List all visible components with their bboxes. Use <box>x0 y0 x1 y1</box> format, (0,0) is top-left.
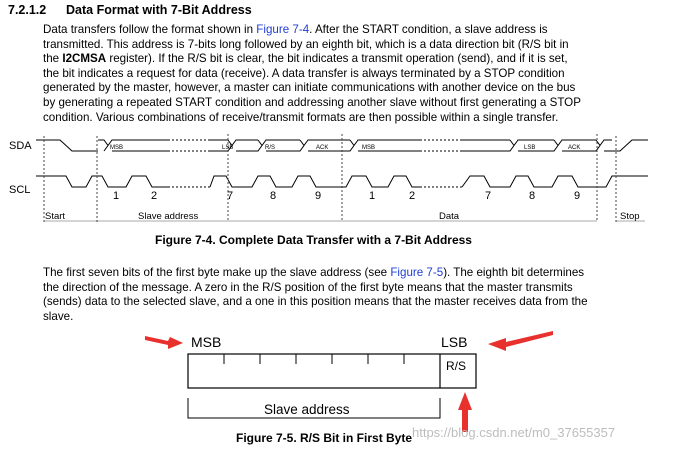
clock-number: 8 <box>529 190 536 202</box>
ack-marker-1: ACK <box>316 145 329 151</box>
clock-number: 9 <box>315 190 322 202</box>
paragraph-1-line: by generating a repeated START condition and addressing another slave without first generating a STOP <box>43 95 581 109</box>
paragraph-2-line: the direction of the message. A zero in the R/S position of the first byte means that the master transmits <box>43 280 573 294</box>
arrow-icon <box>488 331 553 351</box>
slave-address-label: Slave address <box>138 211 199 222</box>
ack-marker-2: ACK <box>568 145 581 151</box>
msb-marker-2: MSB <box>362 145 376 151</box>
watermark: https://blog.csdn.net/m0_37655357 <box>412 425 616 440</box>
sda-label: SDA <box>9 140 32 152</box>
paragraph-1-line: condition. Various combinations of receive/transmit formats are then possible within a single transfer. <box>43 110 559 124</box>
clock-number: 7 <box>227 190 234 202</box>
lsb-marker-1: LSB <box>222 145 234 151</box>
stop-label: Stop <box>620 211 640 222</box>
msb-label: MSB <box>191 334 222 350</box>
paragraph-1-line: Data transfers follow the format shown in Figure 7-4. After the START condition, a slave address is <box>43 23 548 36</box>
start-label: Start <box>45 211 66 222</box>
clock-number: 7 <box>485 190 492 202</box>
clock-number: 2 <box>151 190 158 202</box>
section-number: 7.2.1.2 <box>8 3 47 17</box>
arrow-icon <box>145 336 183 349</box>
section-title: Data Format with 7-Bit Address <box>66 3 252 17</box>
scl-waveform <box>36 176 168 187</box>
data-label: Data <box>439 211 460 222</box>
paragraph-2-line: (sends) data to the selected slave, and a one in this position means that the master receives data from the <box>43 295 588 309</box>
figure-7-4-caption: Figure 7-4. Complete Data Transfer with a 7-Bit Address <box>155 233 472 247</box>
scl-label: SCL <box>9 184 31 196</box>
rs-marker: R/S <box>265 145 276 151</box>
clock-number: 2 <box>409 190 416 202</box>
msb-marker-1: MSB <box>110 145 124 151</box>
figure-7-4-link[interactable]: Figure 7-4 <box>256 23 310 36</box>
figure-7-5-caption: Figure 7-5. R/S Bit in First Byte <box>236 431 413 445</box>
clock-number: 8 <box>270 190 277 202</box>
register-name: I2CMSA <box>62 52 107 66</box>
sda-waveform <box>36 140 168 151</box>
paragraph-2-line: slave. <box>43 309 74 323</box>
paragraph-2 <box>43 266 665 324</box>
paragraph-1-line: transmitted. This address is 7-bits long followed by an eighth bit, which is a data direction bit (R/S bit in <box>43 37 569 51</box>
paragraph-1-line: the bit indicates a request for data (receive). A data transfer is always terminated by a STOP condition <box>43 66 565 80</box>
slave-address-text: Slave address <box>264 402 350 417</box>
clock-number: 1 <box>369 190 376 202</box>
lsb-marker-2: LSB <box>524 145 536 151</box>
clock-number: 1 <box>113 190 120 202</box>
rs-bit-label: R/S <box>446 359 467 373</box>
lsb-label: LSB <box>441 334 468 350</box>
paragraph-1-line: the I2CMSA register). If the R/S bit is clear, the bit indicates a transmit operation (send), and if it is set, <box>43 52 568 66</box>
figure-7-5-link[interactable]: Figure 7-5 <box>390 266 444 279</box>
clock-number: 9 <box>574 190 581 202</box>
paragraph-2-line: The first seven bits of the first byte make up the slave address (see Figure 7-5). The eighth bit determines <box>43 266 585 279</box>
paragraph-1-line: generated by the master, however, a master can initiate communications with another device on the bus <box>43 81 576 95</box>
